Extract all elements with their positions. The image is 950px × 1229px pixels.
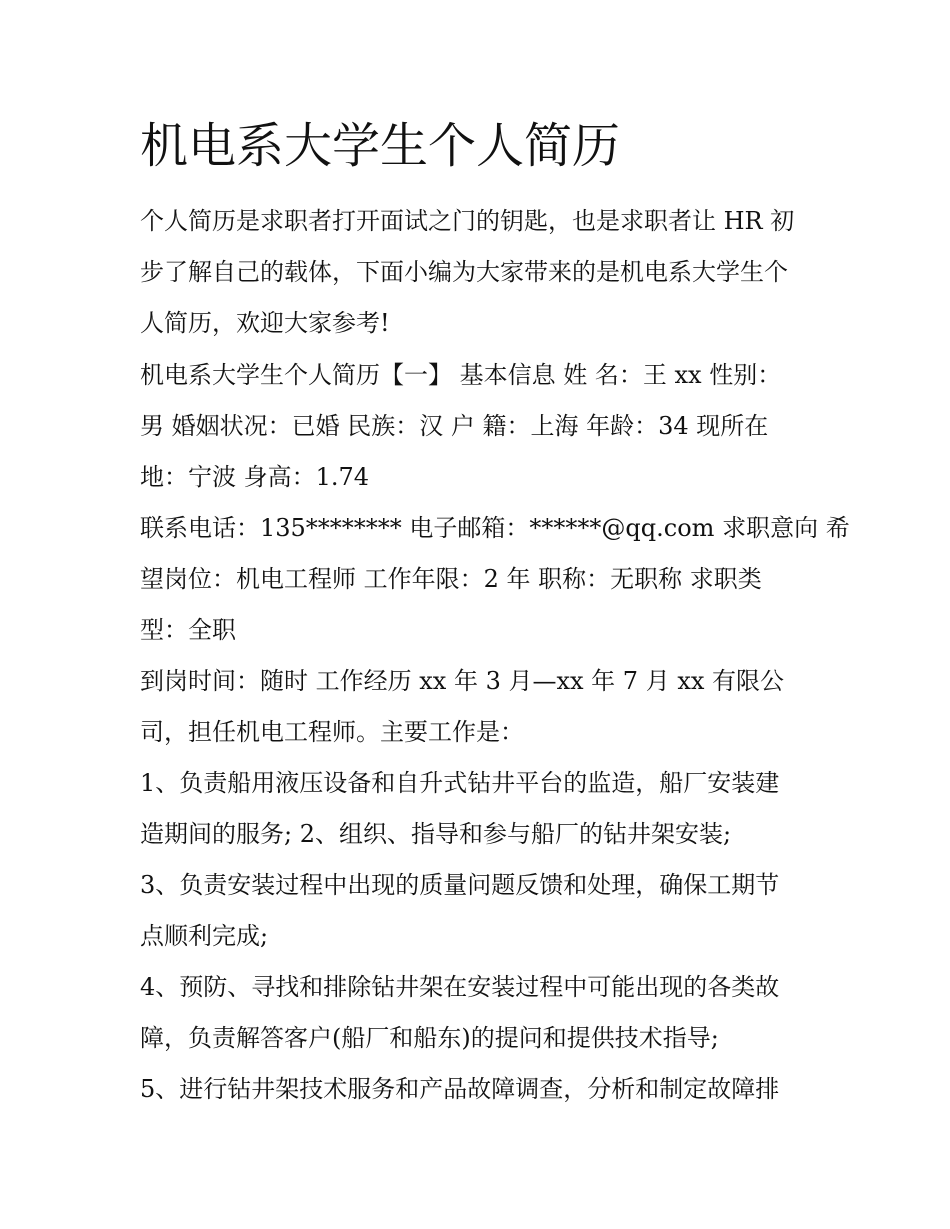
body-line: 5、进行钻井架技术服务和产品故障调查，分析和制定故障排	[140, 1075, 780, 1103]
body-line: 到岗时间：随时 工作经历 xx 年 3 月—xx 年 7 月 xx 有限公	[140, 667, 785, 695]
body-line: 点顺利完成;	[140, 922, 269, 950]
body-line: 联系电话：135******** 电子邮箱：******@qq.com 求职意向 希	[140, 514, 850, 542]
body-line: 个人简历是求职者打开面试之门的钥匙，也是求职者让 HR 初	[140, 207, 795, 235]
body-line: 男 婚姻状况：已婚 民族：汉 户 籍：上海 年龄：34 现所在	[140, 412, 769, 440]
body-line: 障，负责解答客户(船厂和船东)的提问和提供技术指导;	[140, 1024, 719, 1052]
body-line: 3、负责安装过程中出现的质量问题反馈和处理，确保工期节	[140, 871, 780, 899]
body-line: 造期间的服务; 2、组织、指导和参与船厂的钻井架安装;	[140, 820, 732, 848]
page-title: 机电系大学生个人简历	[140, 118, 621, 174]
body-line: 型：全职	[140, 616, 236, 644]
body-line: 1、负责船用液压设备和自升式钻井平台的监造，船厂安装建	[140, 769, 780, 797]
body-line: 地：宁波 身高：1.74	[140, 463, 370, 491]
body-line: 人简历，欢迎大家参考!	[140, 309, 390, 337]
body-line: 司，担任机电工程师。主要工作是：	[140, 718, 524, 746]
body-line: 望岗位：机电工程师 工作年限：2 年 职称：无职称 求职类	[140, 565, 762, 593]
body-line: 4、预防、寻找和排除钻井架在安装过程中可能出现的各类故	[140, 973, 780, 1001]
body-line: 步了解自己的载体，下面小编为大家带来的是机电系大学生个	[140, 258, 788, 286]
body-line: 机电系大学生个人简历【一】 基本信息 姓 名：王 xx 性别：	[140, 361, 782, 389]
